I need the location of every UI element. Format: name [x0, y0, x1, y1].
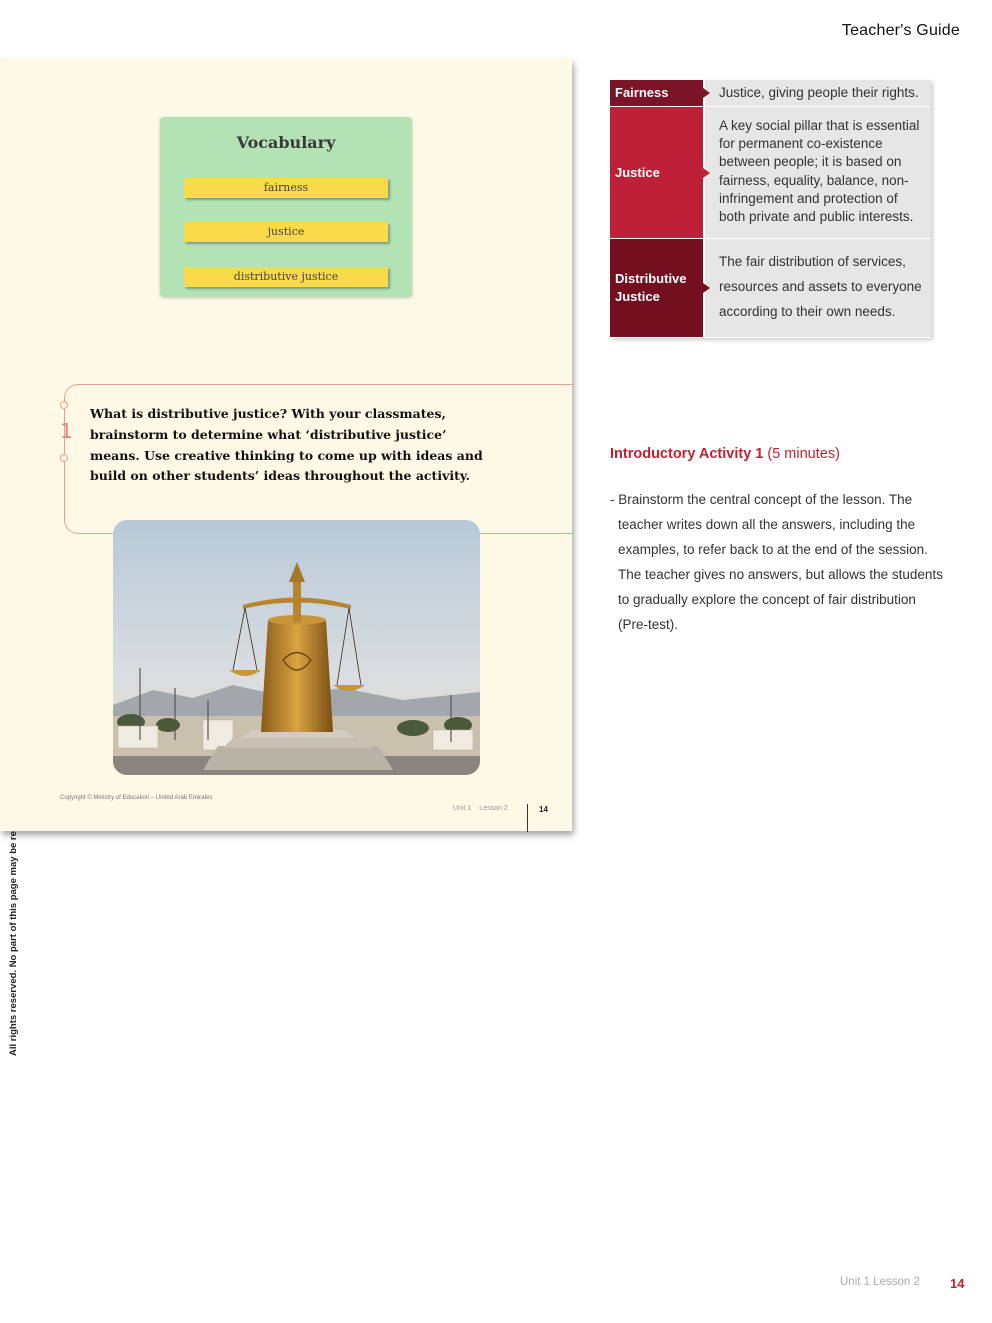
- vocabulary-item-fairness: fairness: [184, 178, 388, 198]
- definition-row-distributive-justice: [610, 239, 931, 338]
- student-page-number: 14: [539, 805, 548, 814]
- page-footer-unit-lesson: Unit 1 Lesson 2: [840, 1276, 920, 1288]
- teachers-guide-title: Teacher's Guide: [841, 22, 960, 39]
- definitions-table: [610, 80, 931, 338]
- intro-activity-title: Introductory Activity 1: [610, 446, 764, 462]
- term-distributive-justice: Distributive Justice: [610, 239, 703, 337]
- page-footer-number: 14: [950, 1276, 965, 1291]
- intro-activity-heading: [610, 446, 840, 462]
- student-page-copyright: Copyright © Ministry of Education – United Arab Emirates: [60, 795, 213, 801]
- definition-row-fairness: [610, 80, 931, 107]
- student-page-footer-divider: [527, 804, 528, 832]
- vocabulary-box: [160, 117, 412, 297]
- activity-question: What is distributive justice? With your classmates, brainstorm to determine what ‘distributive justice’ means. Use creative thinking to come up with ideas and build on other students’ ideas throughout the activity.: [90, 406, 483, 484]
- intro-activity-duration: (5 minutes): [767, 446, 840, 462]
- vocabulary-item-distributive-justice: distributive justice: [184, 267, 388, 287]
- term-fairness: Fairness: [610, 80, 703, 106]
- definition-justice: A key social pillar that is essential for permanent co-existence between people; it is based on fairness, equality, balance, non-infringement and protection of both private and public interests.: [703, 107, 931, 238]
- vocabulary-item-justice: justice: [184, 222, 388, 242]
- intro-activity-body: - Brainstorm the central concept of the lesson. The teacher writes down all the answers, including the examples, to refer back to at the end of the session. The teacher gives no answers, but allows the students to gradually explore the concept of fair distribution (Pre-test).: [610, 492, 943, 632]
- definition-fairness: Justice, giving people their rights.: [703, 80, 931, 106]
- definition-distributive-justice: The fair distribution of services, resources and assets to everyone according to their own needs.: [703, 239, 931, 337]
- vocabulary-title: Vocabulary: [236, 133, 336, 152]
- student-page-lesson: Lesson 2: [479, 805, 508, 812]
- student-page-unit-lesson: [453, 805, 516, 812]
- definition-row-justice: [610, 107, 931, 239]
- activity-number: 1: [60, 419, 73, 443]
- justice-scales-monument-photo: [113, 520, 480, 775]
- student-page-unit: Unit 1: [453, 805, 472, 812]
- frame-dot-top: [60, 401, 68, 409]
- term-justice: Justice: [610, 107, 703, 238]
- student-book-page: [0, 59, 572, 831]
- scales-monument-illustration: [113, 520, 480, 775]
- frame-dot-bottom: [60, 454, 68, 462]
